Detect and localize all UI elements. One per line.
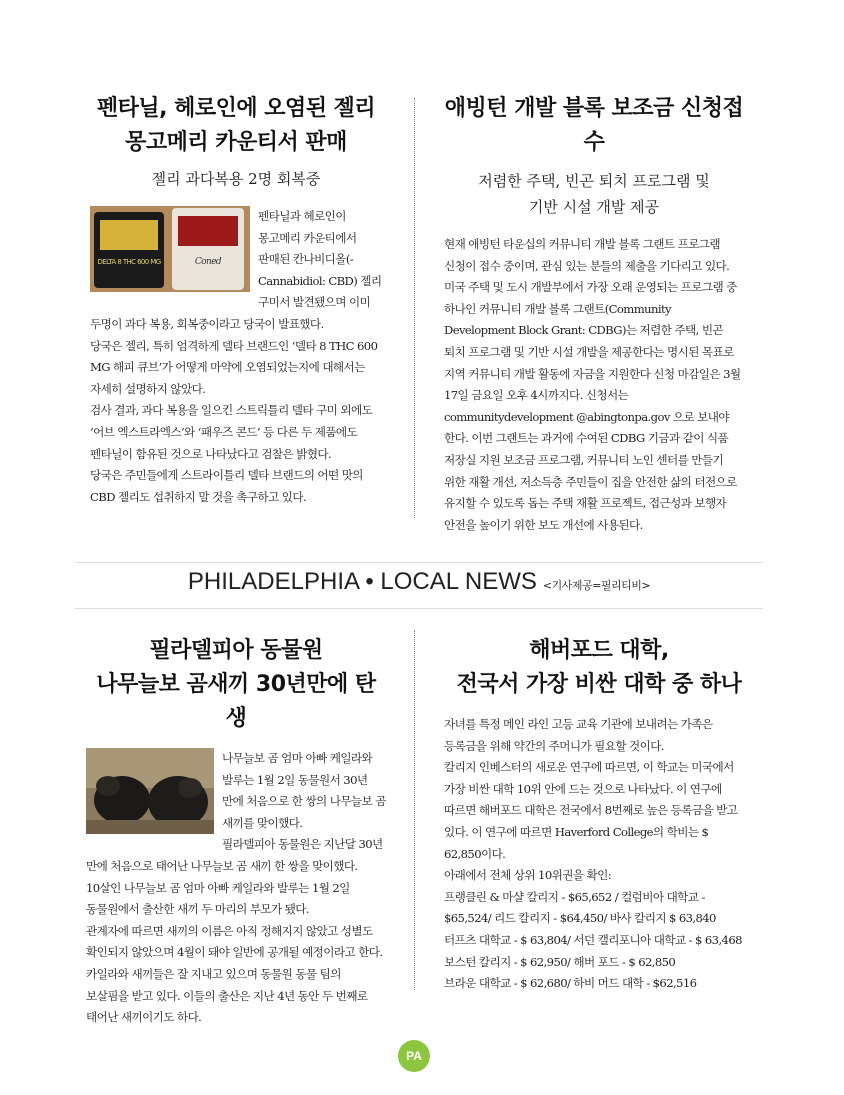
article-zoo [86, 634, 386, 1029]
ranking-line: 브라운 대학교 - $ 62,680/ 하비 머드 대학 - $62,516 [444, 976, 697, 991]
paragraph: 자녀를 특정 메인 라인 고등 교육 기관에 보내려는 가족은 등록금을 위해 약간의 주머니가 필요할 것이다. [444, 717, 713, 753]
sloth-bear-photo [86, 748, 214, 834]
article-title-line2: 나무늘보 곰새끼 30년만에 탄생 [96, 672, 376, 731]
ranking-line: 터프츠 대학교 - $ 63,804/ 서던 캘리포니아 대학교 - $ 63,468 [444, 932, 742, 947]
paragraph: 관계자에 따르면 새끼의 이름은 아직 정해지지 않았고 성별도 확인되지 않았으며 4월이 돼야 일반에 공개될 예정이라고 한다. 카일라와 새끼들은 잘 지내고 있으며 동물원 동물 팀의 보살핌을 받고 있다. 이들의 출산은 지난 4년 동안 두 번째로 태어난 새끼이기도 하다. [86, 923, 383, 1025]
article-abington [444, 92, 744, 536]
banner-credit: <기사제공=필리티비> [542, 579, 651, 592]
paragraph: 현재 애빙턴 타운십의 커뮤니티 개발 블록 그랜트 프로그램 신청이 접수 중이며, 관심 있는 분들의 제출을 기다리고 있다. 미국 주택 및 도시 개발부에서 가장 오래 운영되는 프로그램 중 하나인 커뮤니티 개발 블록 그랜트(Community Development Block Grant: CDBG)는 저렴한 주택, 빈곤 퇴치 프로그램 및 기반 시설 개발을 제공한다는 명시된 목표로 지역 커뮤니티 개발 활동에 자금을 지원한다 신청 마감일은 3월 17일 금요일 오후 4시까지다. 신청서는 communitydevelopment @abingtonpa.gov 으로 보내야 한다. 이번 그랜트는 과거에 수여된 CDBG 기금과 같이 식품 저장실 지원 보조금 프로그램, 커뮤니티 노인 센터를 만들기 위한 재활 개선, 저소득층 주민들이 집을 안전한 삶의 터전으로 유지할 수 있도록 돕는 주택 재활 프로젝트, 접근성과 보행자 안전을 높이기 위한 보도 개선에 사용된다. [444, 237, 741, 532]
paragraph: 검사 결과, 과다 복용을 일으킨 스트릭틀리 델타 구미 외에도 ‘어브 엑스트라엑스’와 ‘패우즈 콘드’ 등 다른 두 제품에도 펜타닐이 함유된 것으로 나타났다고 검찰은 밝혔다. [90, 403, 373, 461]
paragraph: 아래에서 전체 상위 10위권을 확인: [444, 868, 611, 883]
article-title: 펜타닐, 헤로인에 오염된 젤리 [96, 96, 376, 121]
banner-rule-bottom [75, 608, 763, 609]
section-banner [75, 568, 763, 596]
article-subtitle: 젤리 과다복용 2명 회복중 [151, 170, 321, 188]
column-divider [414, 630, 415, 990]
article-body [86, 748, 386, 1029]
ranking-line: 프랭클린 & 마샬 칼리지 - $65,652 / 컬럼비아 대학교 - $65,524/ 리드 칼리지 - $64,450/ 바사 칼리지 $ 63,840 [444, 889, 716, 926]
article-subtitle-line2: 기반 시설 개발 제공 [528, 198, 660, 216]
column-divider [414, 98, 415, 518]
article-haverford [444, 634, 754, 995]
paragraph: 당국은 주민들에게 스트라이틀리 델타 브랜드의 어떤 맛의 CBD 젤리도 섭취하지 말 것을 촉구하고 있다. [90, 468, 363, 504]
article-body [90, 206, 382, 508]
page-badge: PA [398, 1040, 430, 1072]
paragraph: 칼리지 인베스터의 새로운 연구에 따르면, 이 학교는 미국에서 가장 비싼 대학 10위 안에 드는 것으로 나타났다. 이 연구에 따르면 해버포드 대학은 전국에서 8번째로 높은 등록금을 받고 있다. 이 연구에 따르면 Haverford College의 학비는 $ 62,850이다. [444, 760, 738, 861]
ranking-line: 보스턴 칼리지 - $ 62,950/ 해버 포드 - $ 62,850 [444, 954, 676, 969]
paragraph: 나무늘보 곰 엄마 아빠 케일라와 발루는 1월 2일 동물원서 30년 만에 처음으로 한 쌍의 나무늘보 곰 새끼를 맞이했다. [222, 751, 386, 830]
paragraph: 당국은 젤리, 특히 엄격하게 델타 브랜드인 ‘델타 8 THC 600 MG 해피 큐브’가 어떻게 마약에 오염되었는지에 대해서는 자세히 설명하지 않았다. [90, 338, 378, 396]
banner-title: PHILADELPHIA • LOCAL NEWS [187, 568, 537, 595]
paragraph: 필라델피아 동물원은 지난달 30년 만에 처음으로 태어난 나무늘보 곰 새끼 한 쌍을 맞이했다. 10살인 나무늘보 곰 엄마 아빠 케일라와 발루는 1월 2일 동물원에서 출산한 새끼 두 마리의 부모가 됐다. [86, 837, 383, 917]
gummy-package-label-2: Coned [194, 257, 222, 267]
article-subtitle: 저렴한 주택, 빈곤 퇴치 프로그램 및 [478, 172, 710, 190]
paragraph: 펜타닐과 헤로인이 몽고메리 카운티에서 판매된 칸나비디올(-Cannabidiol: CBD) 젤리 구미서 발견됐으며 이미 두명이 과다 복용, 회복중이라고 당국이 발표했다. [90, 209, 382, 331]
article-title-line2: 전국서 가장 비싼 대학 중 하나 [456, 672, 742, 697]
gummy-package-label: DELTA 8 THC 600 MG [97, 258, 161, 266]
article-fentanyl [90, 92, 382, 508]
article-title: 필라델피아 동물원 [149, 638, 323, 663]
article-body [444, 234, 744, 536]
article-title: 해버포드 대학, [529, 638, 669, 663]
article-title-line2: 몽고메리 카운티서 판매 [125, 130, 347, 155]
banner-rule-top [75, 562, 763, 563]
article-title: 애빙턴 개발 블록 보조금 신청접수 [444, 96, 744, 155]
cbd-gummy-photo [90, 206, 250, 292]
article-body [444, 714, 754, 995]
